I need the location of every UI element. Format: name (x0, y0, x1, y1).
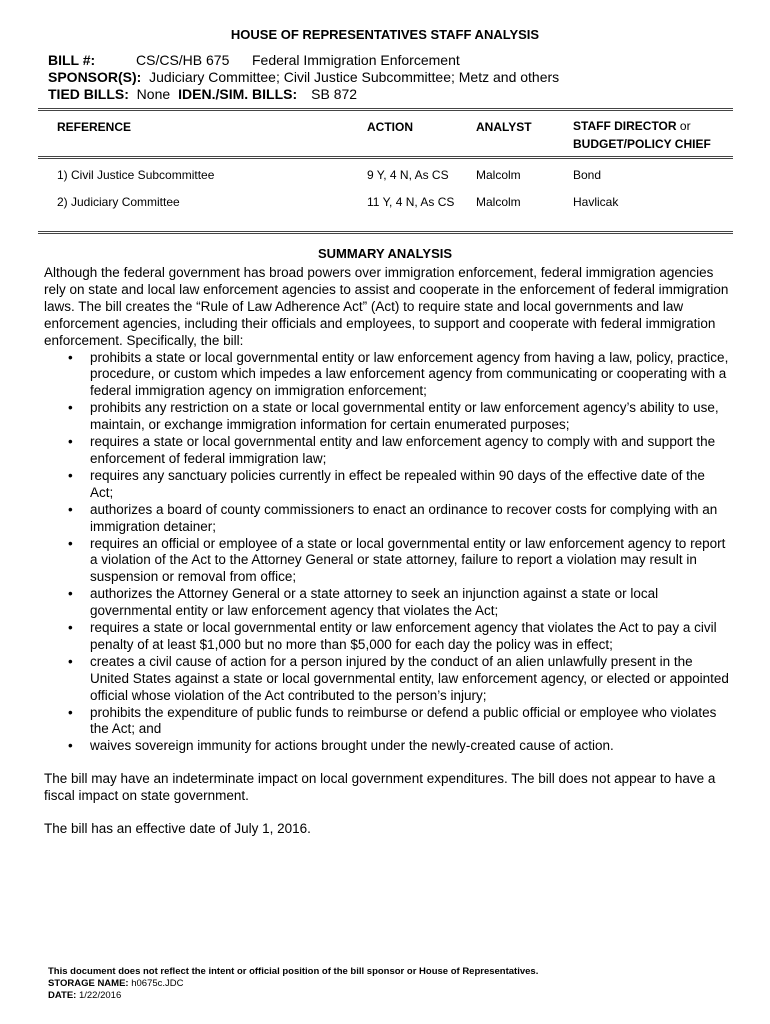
summary-effective-date: The bill has an effective date of July 1, 2016. (44, 821, 311, 837)
table-cell-reference: 2) Judiciary Committee (57, 195, 180, 209)
bill-number: CS/CS/HB 675 (136, 52, 230, 68)
bill-line (48, 52, 460, 68)
table-cell-director: Havlicak (573, 195, 619, 209)
summary-bullet-list (44, 350, 729, 756)
summary-bullet: • prohibits the expenditure of public funds to reimburse or defend a public official or employee who violates the Act; and (44, 705, 729, 739)
iden-sim-value: SB 872 (311, 86, 358, 102)
table-cell-action: 11 Y, 4 N, As CS (367, 195, 455, 209)
summary-bullet: • requires any sanctuary policies currently in effect be repealed within 90 days of the effective date of the Act; (44, 468, 729, 502)
summary-bullet: • requires a state or local governmental entity and law enforcement agency to comply with and support the enforcement of federal immigration law; (44, 434, 729, 468)
document-title: HOUSE OF REPRESENTATIVES STAFF ANALYSIS (230, 27, 540, 42)
table-top-rule (38, 108, 733, 111)
table-header-rule (38, 156, 733, 159)
footer-storage-name (48, 978, 538, 990)
budget-policy-chief-label: BUDGET/POLICY CHIEF (573, 137, 711, 151)
sponsors-line (48, 69, 559, 85)
summary-fiscal-impact: The bill may have an indeterminate impact on local government expenditures. The bill does not appear to have a fiscal impact on state government. (44, 771, 716, 804)
summary-bullet: • waives sovereign immunity for actions brought under the newly-created cause of action. (44, 738, 729, 755)
bill-title: Federal Immigration Enforcement (252, 52, 460, 68)
date-value: 1/22/2016 (78, 990, 122, 1001)
summary-bullet: • prohibits a state or local governmental entity or law enforcement agency from having a law, policy, practice, procedure, or custom which impedes a law enforcement agency from communicating or cooperating with a federal immigration agency on immigration enforcement; (44, 350, 729, 401)
table-cell-director: Bond (573, 168, 602, 182)
table-cell-action: 9 Y, 4 N, As CS (367, 168, 449, 182)
storage-name-label: STORAGE NAME: (48, 978, 129, 989)
page-footer (48, 966, 538, 1002)
summary-bullet: • authorizes a board of county commissioners to enact an ordinance to recover costs for complying with an immigration detainer; (44, 502, 729, 536)
table-cell-analyst: Malcolm (476, 168, 521, 182)
staff-director-or: or (679, 119, 691, 133)
tied-bills-line (48, 86, 357, 102)
bill-label: BILL #: (48, 52, 96, 68)
col-header-action: ACTION (367, 120, 413, 134)
iden-sim-label: IDEN./SIM. BILLS: (178, 86, 298, 102)
footer-disclaimer: This document does not reflect the intent or official position of the bill sponsor or House of Representatives. (48, 966, 539, 977)
sponsors-value: Judiciary Committee; Civil Justice Subcommittee; Metz and others (149, 69, 560, 85)
summary-heading: SUMMARY ANALYSIS (317, 246, 453, 261)
summary-bullet: • authorizes the Attorney General or a state attorney to seek an injunction against a state or local governmental entity or law enforcement agency that violates the Act; (44, 586, 729, 620)
summary-bullet: • requires an official or employee of a state or local governmental entity or law enforcement agency to report a violation of the Act to the Attorney General or state attorney, failure to report a violation may result in suspension or removal from office; (44, 536, 729, 587)
table-bottom-rule (38, 231, 733, 234)
summary-bullet: • creates a civil cause of action for a person injured by the conduct of an alien unlawfully present in the United States against a state or local governmental entity, law enforcement agency, or elected or appointed official whose violation of the Act contributed to the person’s injury; (44, 654, 729, 705)
tied-bills-label: TIED BILLS: (48, 86, 129, 102)
summary-body (44, 265, 729, 838)
col-header-staff-director (573, 117, 711, 153)
summary-intro: Although the federal government has broad powers over immigration enforcement, federal immigration agencies rely on state and local law enforcement agencies to assist and cooperate in the enforcement of federal immigration laws. The bill creates the “Rule of Law Adherence Act” (Act) to require state and local governments and law enforcement agencies, including their officials and employees, to support and cooperate with federal immigration enforcement. Specifically, the bill: (44, 265, 729, 348)
summary-bullet: • prohibits any restriction on a state or local governmental entity or law enforcement agency’s ability to use, maintain, or exchange immigration information for certain enumerated purposes; (44, 400, 729, 434)
sponsors-label: SPONSOR(S): (48, 69, 142, 85)
staff-director-label: STAFF DIRECTOR (573, 119, 677, 133)
date-label: DATE: (48, 990, 77, 1001)
tied-bills-value: None (136, 86, 171, 102)
col-header-analyst: ANALYST (476, 120, 532, 134)
footer-date (48, 990, 538, 1002)
table-cell-analyst: Malcolm (476, 195, 521, 209)
col-header-reference: REFERENCE (57, 120, 132, 134)
summary-bullet: • requires a state or local governmental entity or law enforcement agency that violates the Act to pay a civil penalty of at least $1,000 but no more than $5,000 for each day the policy was in effect; (44, 620, 729, 654)
storage-name-value: h0675c.JDC (131, 978, 184, 989)
table-cell-reference: 1) Civil Justice Subcommittee (57, 168, 215, 182)
